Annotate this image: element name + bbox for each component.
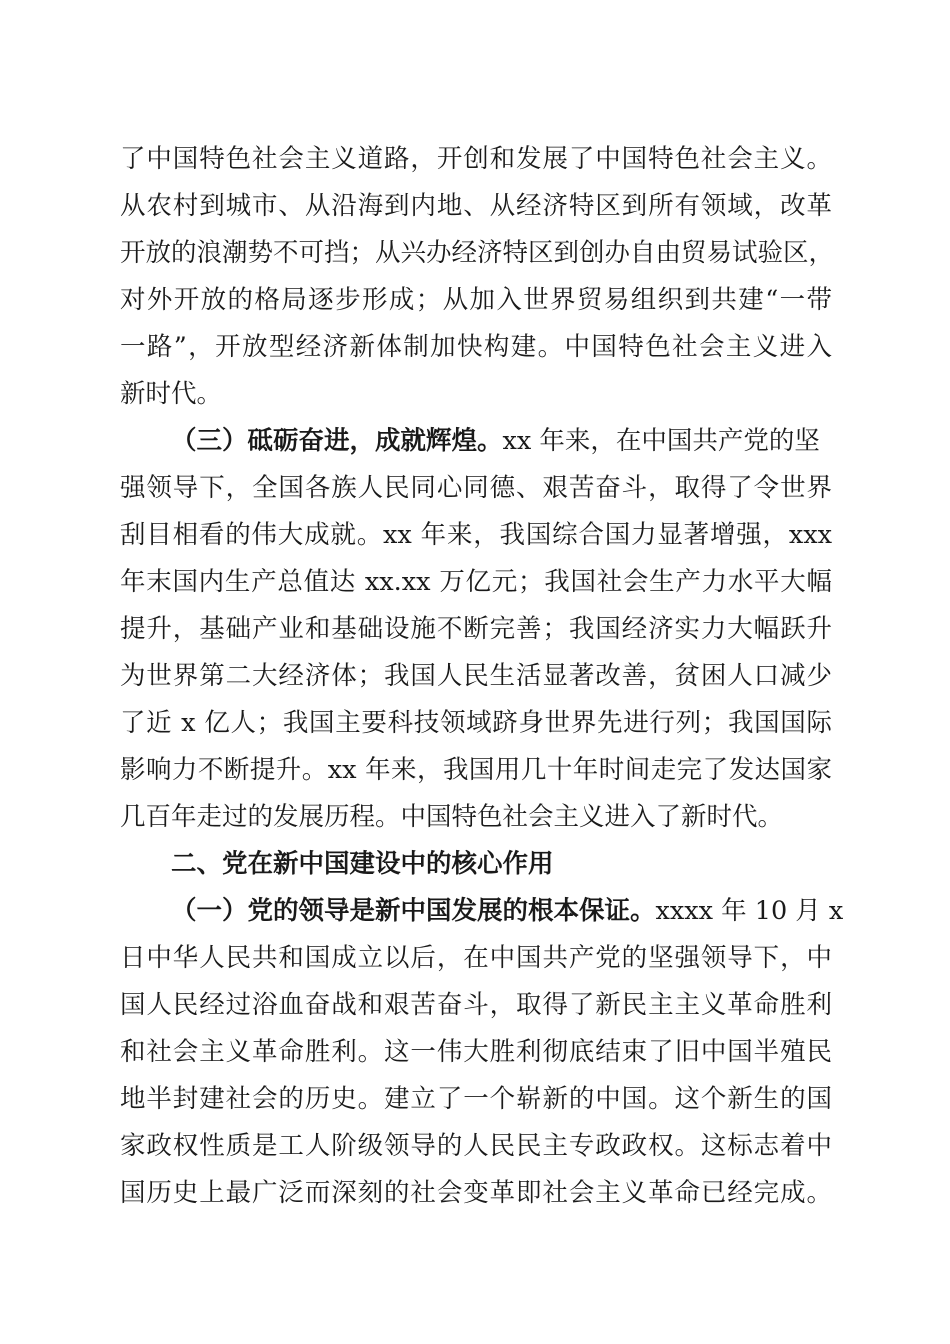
text-line: 年末国内生产总值达 xx.xx 万亿元；我国社会生产力水平大幅 [120,567,832,597]
text-line: 几百年走过的发展历程。中国特色社会主义进入了新时代。 [120,802,784,832]
text-line: 一路”，开放型经济新体制加快构建。中国特色社会主义进入 [120,332,832,362]
text-line: 新时代。 [120,379,223,409]
text-line: 家政权性质是工人阶级领导的人民民主专政政权。这标志着中 [120,1131,832,1161]
section-heading: 二、党在新中国建设中的核心作用 [171,849,554,879]
paragraph-first-line [171,421,832,461]
text-line: 对外开放的格局逐步形成；从加入世界贸易组织到共建“一带 [120,285,832,315]
text-line: 地半封建社会的历史。建立了一个崭新的中国。这个新生的国 [120,1084,832,1114]
text-line: 强领导下，全国各族人民同心同德、艰苦奋斗，取得了令世界 [120,473,832,503]
text-line: 为世界第二大经济体；我国人民生活显著改善，贫困人口减少 [120,661,832,691]
text-line: 日中华人民共和国成立以后，在中国共产党的坚强领导下，中 [120,943,832,973]
text-line: 了中国特色社会主义道路，开创和发展了中国特色社会主义。 [120,144,832,174]
text-line: 国历史上最广泛而深刻的社会变革即社会主义革命已经完成。 [120,1178,832,1208]
text-line: 从农村到城市、从沿海到内地、从经济特区到所有领域，改革 [120,191,832,221]
paragraph-heading: （一）党的领导是新中国发展的根本保证。 [171,896,656,926]
paragraph-first-line [171,891,844,931]
text-line: 开放的浪潮势不可挡；从兴办经济特区到创办自由贸易试验区， [120,238,835,268]
text-line: 提升，基础产业和基础设施不断完善；我国经济实力大幅跃升 [120,614,832,644]
paragraph-heading: （三）砥砺奋进，成就辉煌。 [171,426,503,456]
text-line: 影响力不断提升。xx 年来，我国用几十年时间走完了发达国家 [120,755,832,785]
paragraph-text: xxxx 年 10 月 x [655,896,844,926]
text-line: 了近 x 亿人；我国主要科技领域跻身世界先进行列；我国国际 [120,708,832,738]
text-line: 国人民经过浴血奋战和艰苦奋斗，取得了新民主主义革命胜利 [120,990,832,1020]
text-line: 和社会主义革命胜利。这一伟大胜利彻底结束了旧中国半殖民 [120,1037,832,1067]
text-line: 刮目相看的伟大成就。xx 年来，我国综合国力显著增强，xxx [120,520,832,550]
paragraph-text: xx 年来，在中国共产党的坚 [502,426,820,456]
